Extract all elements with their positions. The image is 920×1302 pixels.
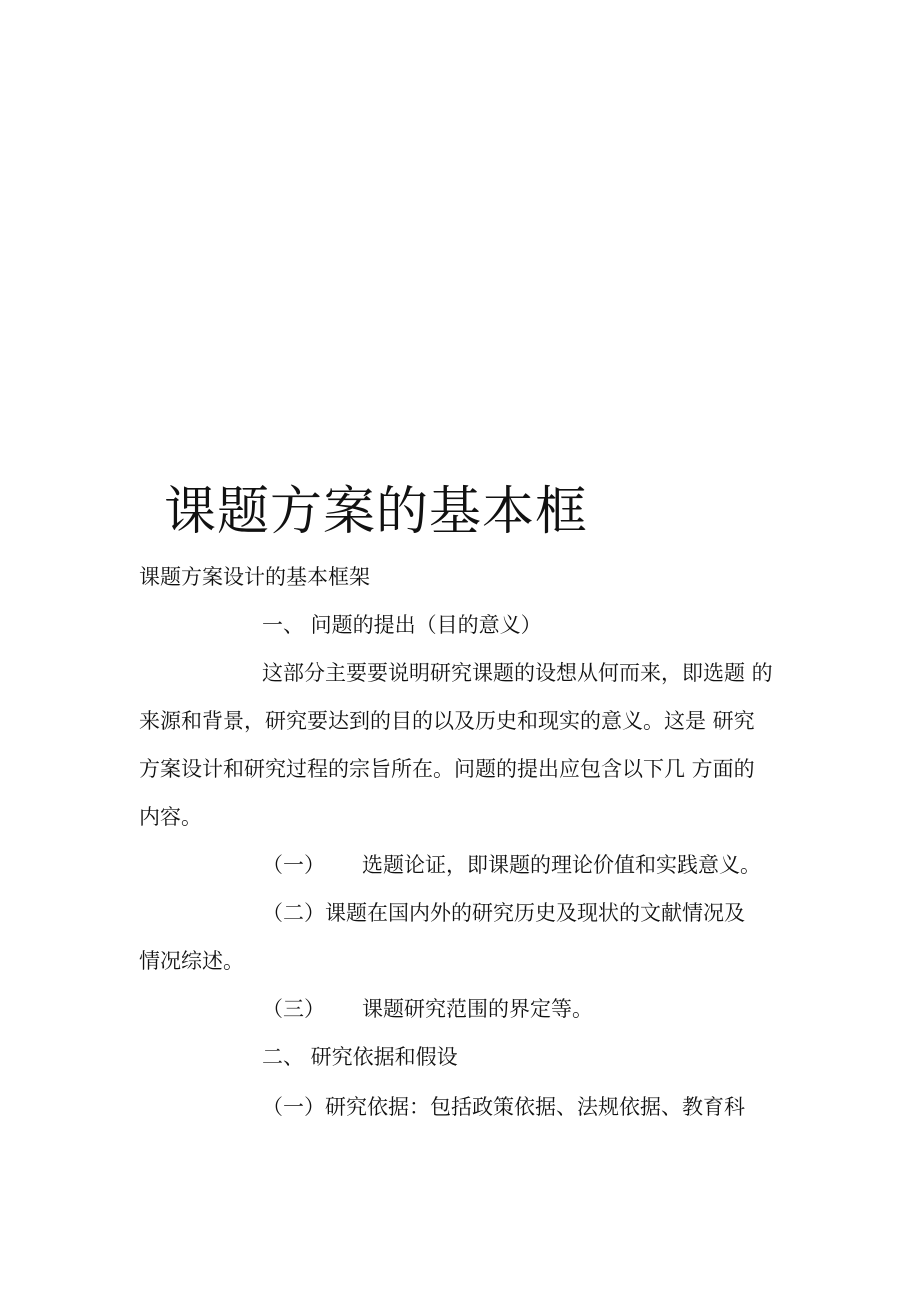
list-item-text: （一）研究依据：包括政策依据、法规依据、教育科 xyxy=(262,1095,745,1119)
paragraph-line: 来源和背景，研究要达到的目的以及历史和现实的意义。这是 研究 xyxy=(139,709,755,733)
document-subtitle: 课题方案设计的基本框架 xyxy=(139,565,370,589)
list-item-number: （三） xyxy=(262,997,325,1021)
list-item-text: 选题论证，即课题的理论价值和实践意义。 xyxy=(362,853,761,877)
section-heading-2: 二、 研究依据和假设 xyxy=(262,1045,458,1069)
list-item-text: 情况综述。 xyxy=(139,949,244,973)
document-title: 课题方案的基本框 xyxy=(164,482,589,542)
list-item-text: （二）课题在国内外的研究历史及现状的文献情况及 xyxy=(262,901,745,925)
list-item-text: 课题研究范围的界定等。 xyxy=(362,997,593,1021)
list-item-number: （一） xyxy=(262,853,325,877)
paragraph-line: 这部分主要要说明研究课题的设想从何而来，即选题 的 xyxy=(262,661,773,685)
section-heading-1: 一、 问题的提出（目的意义） xyxy=(262,613,542,637)
paragraph-line: 方案设计和研究过程的宗旨所在。问题的提出应包含以下几 方面的 xyxy=(139,757,755,781)
paragraph-line: 内容。 xyxy=(139,805,202,829)
